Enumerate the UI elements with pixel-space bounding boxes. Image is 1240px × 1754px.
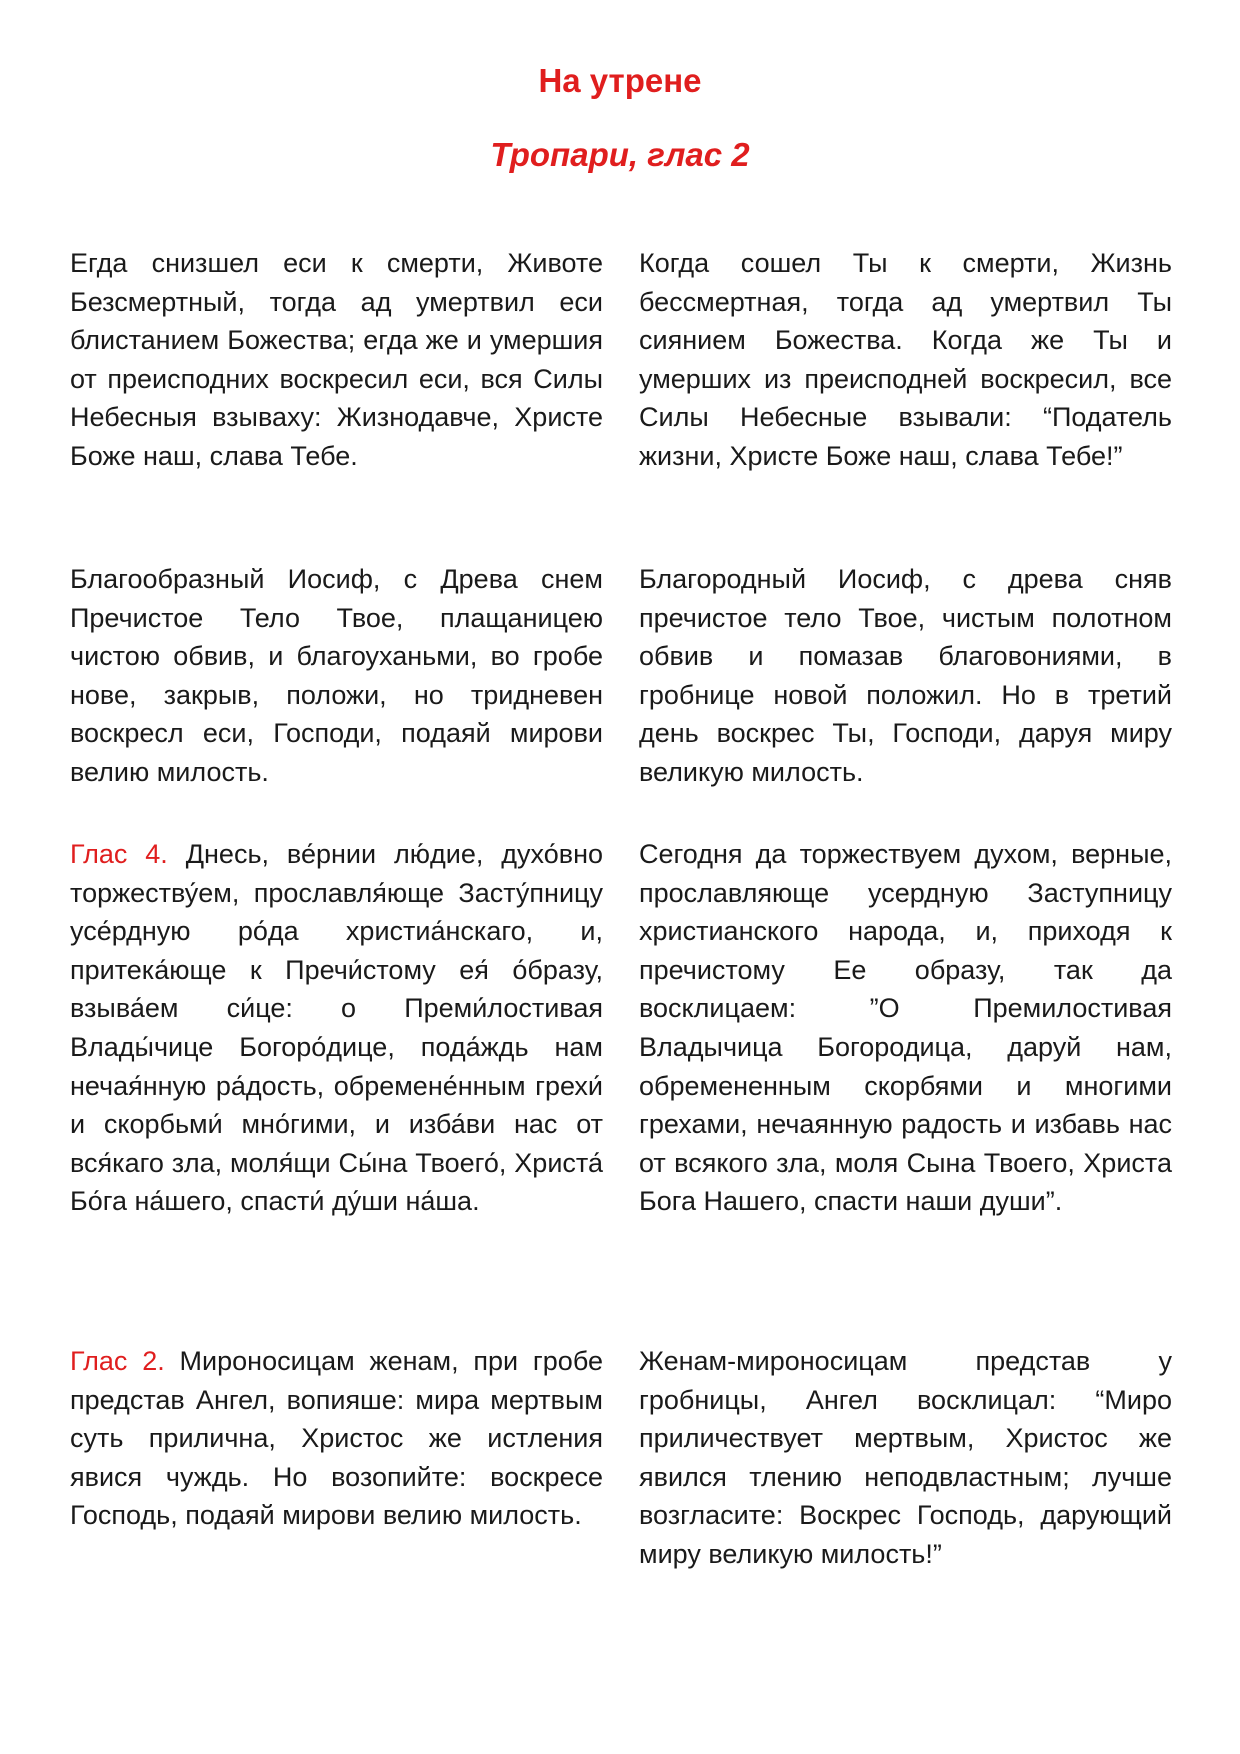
slavonic-text-1 <box>70 244 603 476</box>
russian-text-1 <box>639 244 1172 476</box>
slavonic-text-3-body: Днесь, ве́рнии лю́дие, духо́вно торжеству́ем, прославля́юще Засту́пницу усе́рдную ро́да христиа́нскаго, и, притека́юще к Пречи́стому ея́ о́бразу, взыва́ем си́це: о Преми́лостивая Влады́чице Богоро́дице, пода́ждь нам нечая́нную ра́дость, обремене́нным грехи́ и скорбьми́ мно́гими, и изба́ви нас от вся́каго зла, моля́щи Сы́на Твоего́, Христа́ Бо́га на́шего, спасти́ ду́ши на́ша. <box>70 839 603 1217</box>
russian-text-2 <box>639 560 1172 792</box>
slavonic-text-3 <box>70 835 603 1221</box>
page-subtitle: Тропари, глас 2 <box>490 136 750 173</box>
russian-text-2-body: Благородный Иосиф, с древа сняв пречистое тело Твое, чистым полотном обвив и помазав благовониями, в гробнице новой положил. Но в третий день воскрес Ты, Господи, даруя миру великую милость. <box>639 564 1172 787</box>
slavonic-text-4-body: Мироносицам женам, при гробе представ Ангел, вопияше: мира мертвым суть прилична, Христос же истления явися чуждь. Но возопийте: воскресе Господь, подаяй мирови велию милость. <box>70 1346 603 1531</box>
slavonic-text-4 <box>70 1342 603 1574</box>
russian-text-1-body: Когда сошел Ты к смерти, Жизнь бессмертная, тогда ад умертвил Ты сиянием Божества. Когда же Ты и умерших из преисподней воскресил, все Силы Небесные взывали: “Податель жизни, Христе Боже наш, слава Тебе!” <box>639 248 1172 471</box>
text-row-2 <box>70 560 1172 792</box>
page-title: На утрене <box>538 62 702 99</box>
russian-text-3-body: Сегодня да торжествуем духом, верные, прославляюще усердную Заступницу христианского народа, и, приходя к пречистому Ее образу, так да восклицаем: ”О Премилостивая Владычица Богородица, даруй нам, обремененным скорбями и многими грехами, нечаянную радость и избавь нас от всякого зла, моля Сына Твоего, Христа Бога Нашего, спасти наши души”. <box>639 839 1172 1217</box>
text-row-1 <box>70 244 1172 476</box>
slavonic-text-2 <box>70 560 603 792</box>
russian-text-3 <box>639 835 1172 1221</box>
text-row-3 <box>70 835 1172 1221</box>
tone-label-2: Глас 2. <box>70 1346 165 1376</box>
russian-text-4 <box>639 1342 1172 1574</box>
slavonic-text-1-body: Егда снизшел еси к смерти, Животе Безсмертный, тогда ад умертвил еси блистанием Божества; егда же и умершия от преисподних воскресил еси, вся Силы Небесныя взываху: Жизнодавче, Христе Боже наш, слава Тебе. <box>70 248 603 471</box>
slavonic-text-2-body: Благообразный Иосиф, с Древа снем Пречистое Тело Твое, плащаницею чистою обвив, и благоуханьми, во гробе нове, закрыв, положи, но тридневен воскресл еси, Господи, подаяй мирови велию милость. <box>70 564 603 787</box>
russian-text-4-body: Женам-мироносицам представ у гробницы, Ангел восклицал: “Миро приличествует мертвым, Христос же явился тлению неподвластным; лучше возгласите: Воскрес Господь, дарующий миру великую милость!” <box>639 1346 1172 1569</box>
tone-label-4: Глас 4. <box>70 839 168 869</box>
text-row-4 <box>70 1342 1172 1574</box>
